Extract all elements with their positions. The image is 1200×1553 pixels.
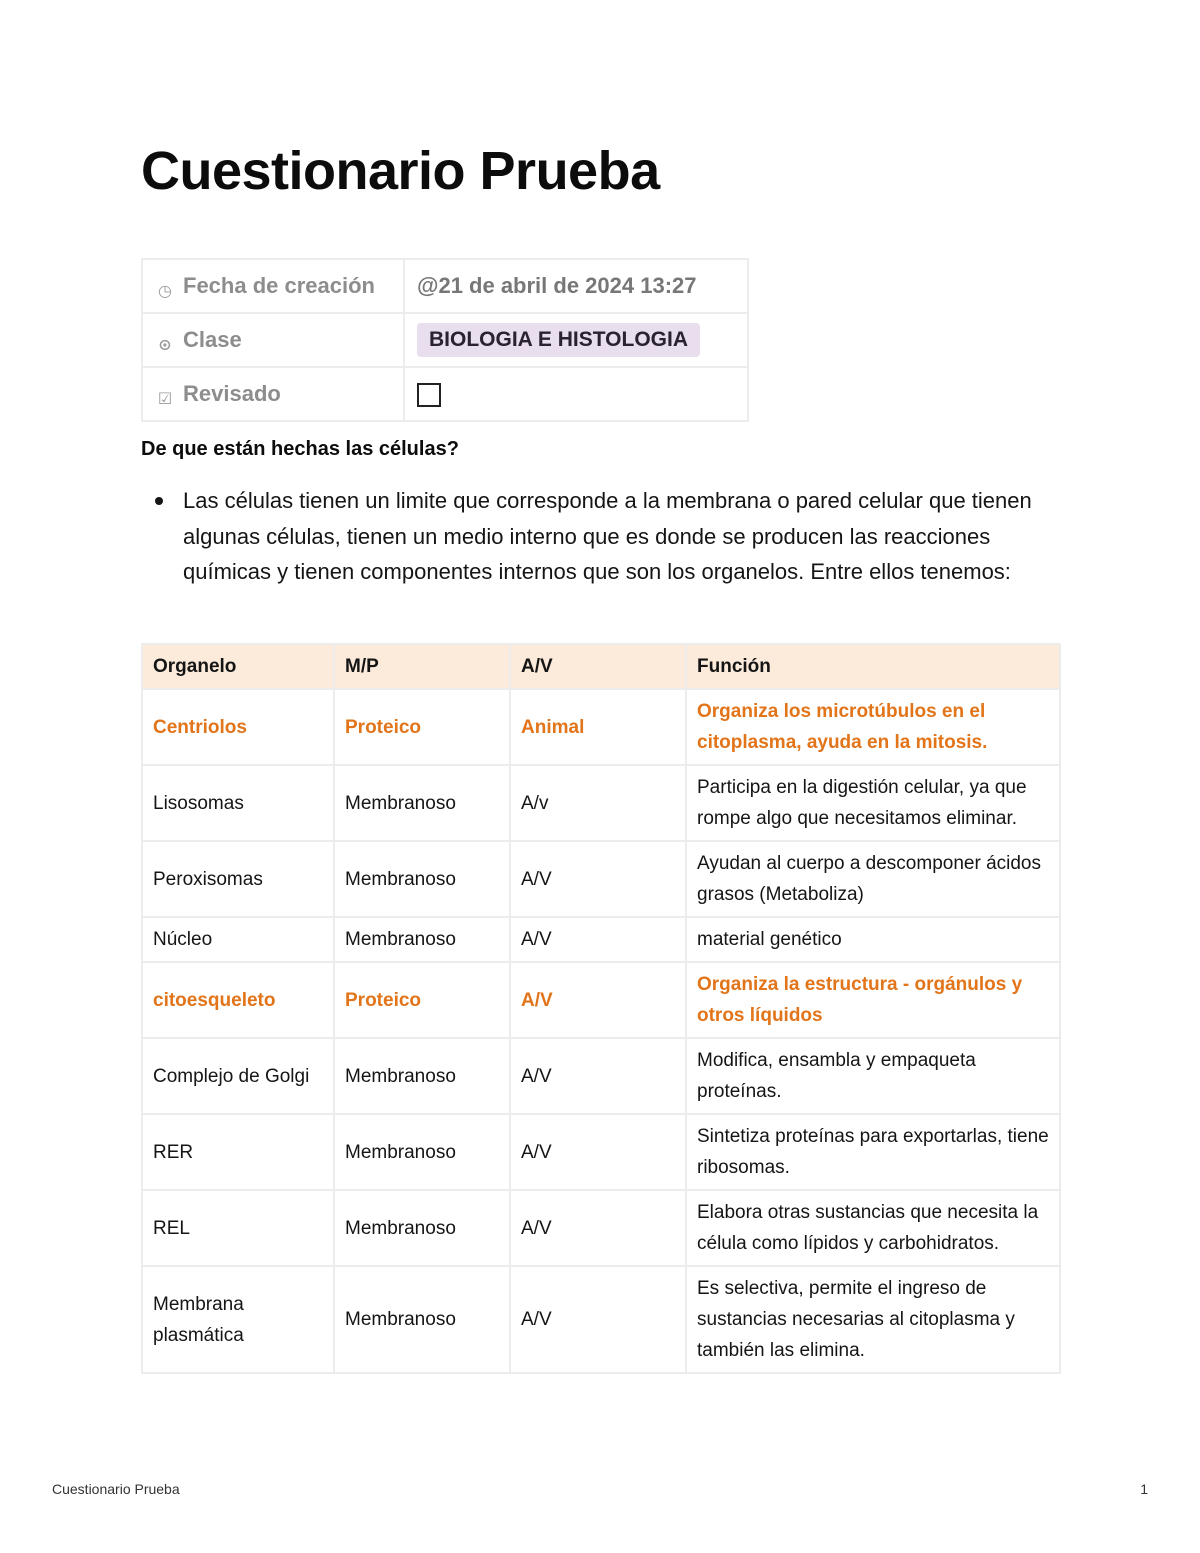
table-row — [142, 917, 1060, 962]
av-cell[interactable]: A/V — [510, 1190, 686, 1266]
mp-cell[interactable]: Membranoso — [334, 841, 510, 917]
table-row — [142, 1190, 1060, 1266]
funcion-cell[interactable]: Organiza la estructura - orgánulos y otros líquidos — [686, 962, 1060, 1038]
column-header[interactable]: Función — [686, 644, 1060, 689]
select-icon: ⊙ — [158, 337, 172, 354]
av-cell[interactable]: A/V — [510, 1266, 686, 1373]
list-item-text: Las células tienen un limite que corresponde a la membrana o pared celular que tienen algunas células, tienen un medio interno que es donde se producen las reacciones químicas y tienen componentes internos que son los organelos. Entre ellos tenemos: — [183, 488, 1032, 584]
question-heading: De que están hechas las células? — [141, 438, 459, 460]
mp-cell[interactable]: Membranoso — [334, 1038, 510, 1114]
av-cell[interactable]: A/v — [510, 765, 686, 841]
table-row — [142, 1114, 1060, 1190]
checkbox-icon: ☑ — [157, 391, 173, 408]
date-value: @21 de abril de 2024 13:27 — [417, 273, 697, 298]
mp-cell[interactable]: Membranoso — [334, 1266, 510, 1373]
organelo-cell[interactable]: Peroxisomas — [142, 841, 334, 917]
mp-cell[interactable]: Membranoso — [334, 1114, 510, 1190]
funcion-cell[interactable]: Elabora otras sustancias que necesita la célula como lípidos y carbohidratos. — [686, 1190, 1060, 1266]
av-cell[interactable]: A/V — [510, 1114, 686, 1190]
funcion-cell[interactable]: Es selectiva, permite el ingreso de sustancias necesarias al citoplasma y también las elimina. — [686, 1266, 1060, 1373]
organelo-cell[interactable]: Membrana plasmática — [142, 1266, 334, 1373]
footer-page-number: 1 — [1140, 1481, 1148, 1497]
property-name[interactable] — [142, 259, 404, 313]
class-tag[interactable]: BIOLOGIA E HISTOLOGIA — [417, 323, 700, 357]
page-title: Cuestionario Prueba — [141, 141, 660, 201]
property-row — [142, 367, 748, 421]
property-name[interactable] — [142, 367, 404, 421]
property-label: Revisado — [183, 381, 281, 406]
av-cell[interactable]: Animal — [510, 689, 686, 765]
funcion-cell[interactable]: Participa en la digestión celular, ya que rompe algo que necesitamos eliminar. — [686, 765, 1060, 841]
organelo-cell[interactable]: REL — [142, 1190, 334, 1266]
mp-cell[interactable]: Proteico — [334, 689, 510, 765]
av-cell[interactable]: A/V — [510, 1038, 686, 1114]
funcion-cell[interactable]: Sintetiza proteínas para exportarlas, tiene ribosomas. — [686, 1114, 1060, 1190]
list-item — [141, 483, 1061, 590]
column-header[interactable]: Organelo — [142, 644, 334, 689]
table-header-row — [142, 644, 1060, 689]
av-cell[interactable]: A/V — [510, 917, 686, 962]
table-row — [142, 1266, 1060, 1373]
property-name[interactable] — [142, 313, 404, 367]
table-row — [142, 689, 1060, 765]
organelle-table — [141, 643, 1061, 1374]
property-value[interactable] — [404, 367, 748, 421]
footer-title: Cuestionario Prueba — [52, 1481, 180, 1497]
table-row — [142, 765, 1060, 841]
table-row — [142, 841, 1060, 917]
revisado-checkbox[interactable] — [417, 383, 441, 407]
organelo-cell[interactable]: Núcleo — [142, 917, 334, 962]
funcion-cell[interactable]: Ayudan al cuerpo a descomponer ácidos grasos (Metaboliza) — [686, 841, 1060, 917]
organelo-cell[interactable]: Centriolos — [142, 689, 334, 765]
column-header[interactable]: M/P — [334, 644, 510, 689]
organelo-cell[interactable]: Complejo de Golgi — [142, 1038, 334, 1114]
bullet-dot-icon — [155, 497, 163, 505]
organelo-cell[interactable]: Lisosomas — [142, 765, 334, 841]
mp-cell[interactable]: Proteico — [334, 962, 510, 1038]
av-cell[interactable]: A/V — [510, 841, 686, 917]
table-row — [142, 1038, 1060, 1114]
table-row — [142, 962, 1060, 1038]
mp-cell[interactable]: Membranoso — [334, 1190, 510, 1266]
property-row — [142, 259, 748, 313]
funcion-cell[interactable]: Organiza los microtúbulos en el citoplasma, ayuda en la mitosis. — [686, 689, 1060, 765]
property-label: Clase — [183, 327, 242, 352]
property-label: Fecha de creación — [183, 273, 375, 298]
bullet-list — [141, 483, 1061, 590]
funcion-cell[interactable]: Modifica, ensambla y empaqueta proteínas. — [686, 1038, 1060, 1114]
mp-cell[interactable]: Membranoso — [334, 765, 510, 841]
organelo-cell[interactable]: RER — [142, 1114, 334, 1190]
clock-icon: ◷ — [158, 283, 172, 300]
property-value[interactable] — [404, 259, 748, 313]
organelo-cell[interactable]: citoesqueleto — [142, 962, 334, 1038]
properties-table — [141, 258, 749, 422]
column-header[interactable]: A/V — [510, 644, 686, 689]
property-row — [142, 313, 748, 367]
av-cell[interactable]: A/V — [510, 962, 686, 1038]
property-value[interactable] — [404, 313, 748, 367]
mp-cell[interactable]: Membranoso — [334, 917, 510, 962]
funcion-cell[interactable]: material genético — [686, 917, 1060, 962]
